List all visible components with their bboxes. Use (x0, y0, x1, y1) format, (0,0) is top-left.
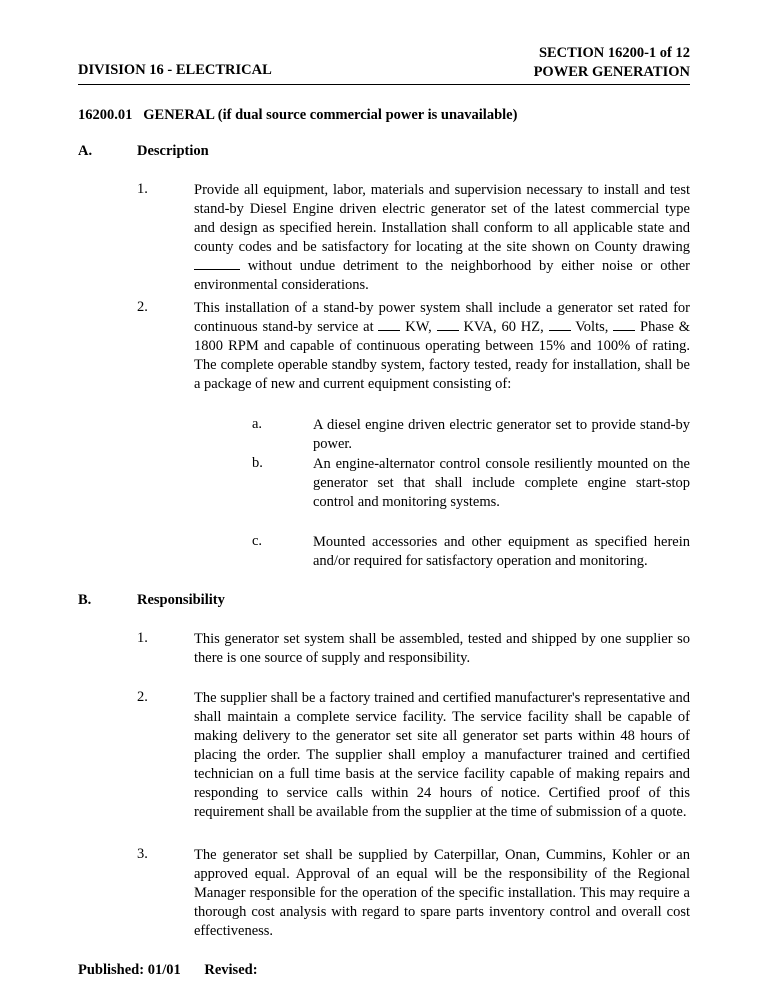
section-b-title: Responsibility (137, 592, 225, 608)
kw-blank (378, 318, 400, 331)
section-a-title: Description (137, 143, 209, 159)
section-title (534, 44, 690, 82)
item-a1-text: Provide all equipment, labor, materials and supervision necessary to install and test stand-by Diesel Engine driven electric generator set of the latest commercial type and design as specified herein. Installation shall conform to all applicable state and county codes and be satisfactory for locating at the site shown on County drawing without undue detriment to the neighborhood by either noise or other environmental considerations. (194, 182, 690, 293)
subitem-c-text: Mounted accessories and other equipment as specified herein and/or required for satisfactory operation and monitoring. (313, 534, 690, 569)
item-a2-number: 2. (137, 299, 148, 315)
item-b3-number: 3. (137, 846, 148, 862)
item-b2-text: The supplier shall be a factory trained and certified manufacturer's representative and shall maintain a complete service facility. The service facility shall be capable of making delivery to the generator set site all generator set parts within 48 hours of placing the order. The supplier shall employ a manufacturer trained and certified technician on a full time basis at the service facility capable of making repairs and responding to service calls within 24 hours of notice. Certified proof of this requirement shall be available from the supplier at the time of submission of a quote. (194, 690, 690, 820)
footer (78, 962, 258, 979)
item-b1-text: This generator set system shall be assembled, tested and shipped by one supplier so there is one source of supply and responsibility. (194, 631, 690, 666)
published-date: Published: 01/01 (78, 962, 181, 978)
subitem-a-text: A diesel engine driven electric generator set to provide stand-by power. (313, 417, 690, 452)
item-b3-text: The generator set shall be supplied by Caterpillar, Onan, Cummins, Kohler or an approved equal. Approval of an equal will be the responsibility of the Regional Manager responsible for the operation of the specific installation. This may require a thorough cost analysis with regard to spare parts inventory control and overall cost effectiveness. (194, 847, 690, 939)
drawing-number-blank (194, 257, 240, 270)
section-a-letter: A. (78, 143, 93, 159)
phase-blank (613, 318, 635, 331)
item-b2-number: 2. (137, 689, 148, 705)
division-title: DIVISION 16 - ELECTRICAL (78, 62, 272, 78)
section-b-letter: B. (78, 592, 92, 608)
kva-blank (437, 318, 459, 331)
subitem-c-letter: c. (252, 533, 263, 549)
revised-date: Revised: (204, 962, 258, 978)
item-a2-text: This installation of a stand-by power system shall include a generator set rated for continuous stand-by service at KW, KVA, 60 HZ, Volts, Phase & 1800 RPM and capable of continuous operating between 15% and 100% of rating. The complete operable standby system, factory tested, ready for installation, shall be a package of new and current equipment consisting of: (194, 300, 691, 392)
general-heading: 16200.01 GENERAL (if dual source commercial power is unavailable) (78, 107, 518, 123)
volts-blank (549, 318, 571, 331)
item-b1-number: 1. (137, 630, 148, 646)
subitem-b-letter: b. (252, 455, 263, 471)
subitem-b-text: An engine-alternator control console resiliently mounted on the generator set that shall include complete engine start-stop control and monitoring systems. (313, 456, 690, 510)
section-name: POWER GENERATION (533, 64, 690, 80)
subitem-a-letter: a. (252, 416, 263, 432)
section-number: SECTION 16200-1 of 12 (538, 45, 690, 61)
item-a1-number: 1. (137, 181, 148, 197)
header-rule (78, 84, 690, 85)
